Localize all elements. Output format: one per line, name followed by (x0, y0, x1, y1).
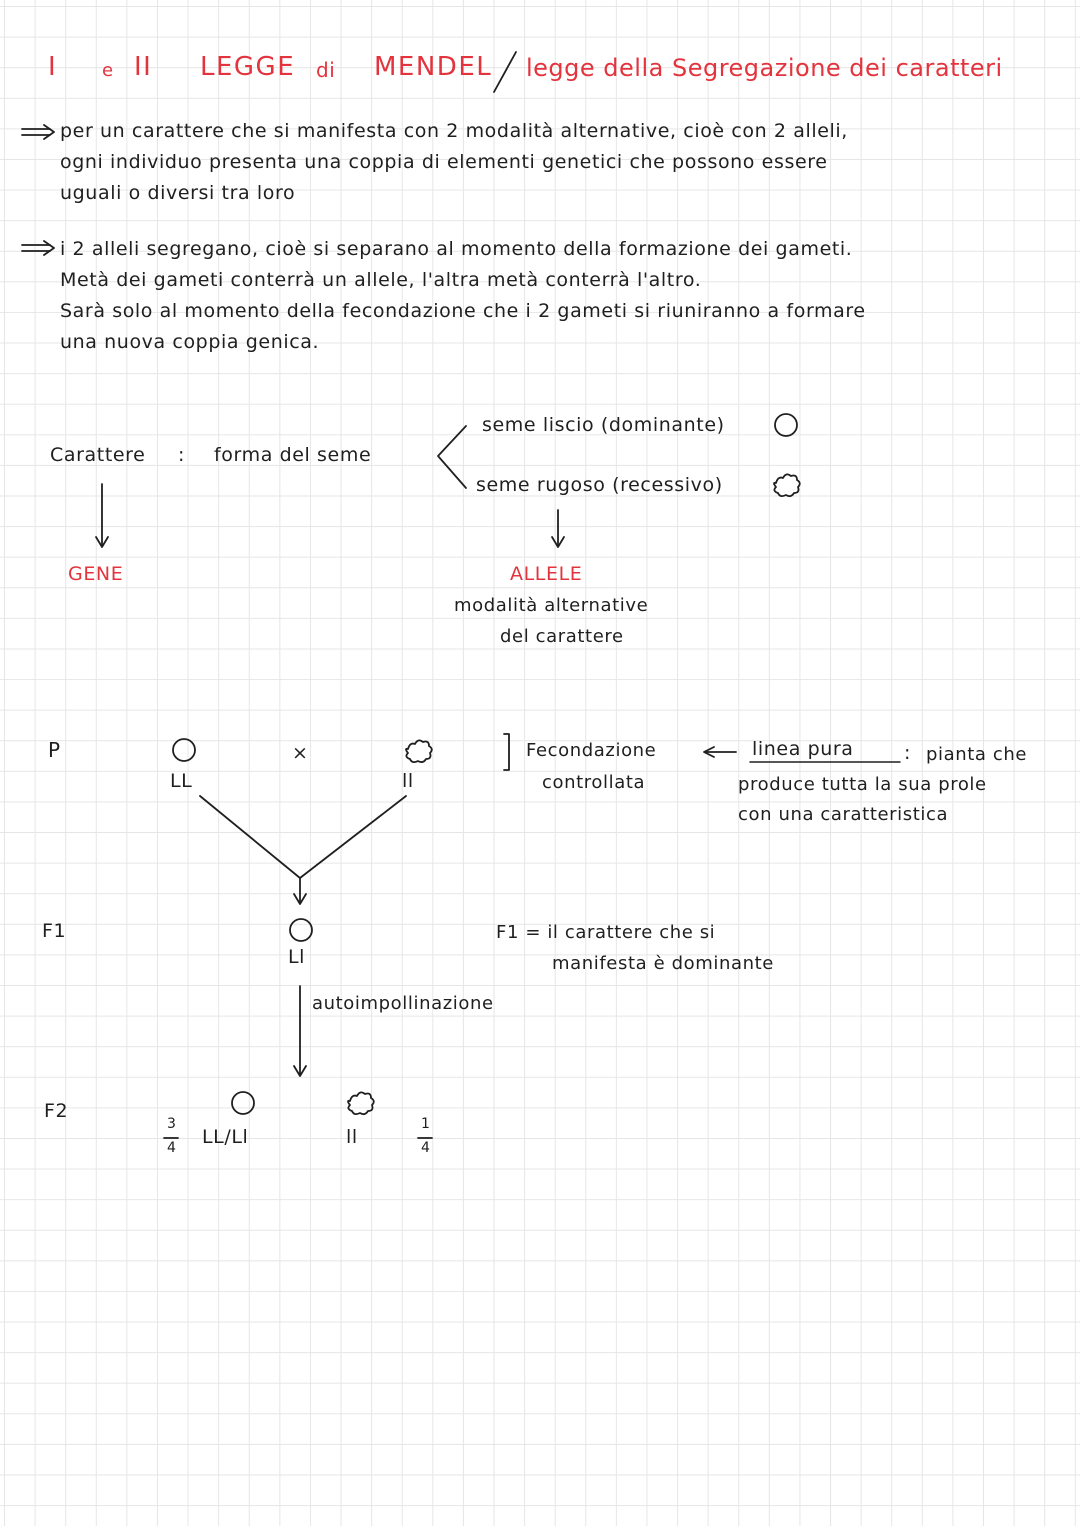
wrinkled-seed-icon (774, 474, 800, 496)
f1-genotype: Ll (288, 946, 306, 968)
linea-pura-desc-line2: produce tutta la sua prole (738, 774, 987, 795)
para2-line2: Metà dei gameti conterrà un allele, l'altra metà conterrà l'altro. (60, 269, 702, 291)
para1-line3: uguali o diversi tra loro (60, 182, 296, 204)
f2-recessive-genotype: ll (346, 1126, 358, 1148)
fecondazione-line1: Fecondazione (526, 740, 657, 761)
down-arrow-icon (294, 878, 306, 904)
para1-line1: per un carattere che si manifesta con 2 modalità alternative, cioè con 2 alleli, (60, 120, 848, 142)
smooth-seed-icon (290, 919, 312, 941)
smooth-seed-icon (173, 739, 195, 761)
fecondazione-bracket (504, 734, 509, 770)
wrinkled-seed-icon (348, 1092, 374, 1114)
allele-label: ALLELE (510, 563, 583, 585)
down-arrow-icon (96, 484, 108, 547)
p-left-genotype: LL (170, 770, 193, 792)
generation-f1-label: F1 (42, 920, 67, 942)
cross-line-left (200, 796, 300, 878)
cross-symbol: × (292, 742, 309, 764)
para2-line3: Sarà solo al momento della fecondazione che i 2 gameti si riuniranno a formare (60, 300, 866, 322)
generation-f2-label: F2 (44, 1100, 69, 1122)
generation-p-label: P (48, 738, 61, 762)
title-slash (494, 52, 516, 92)
para2-line4: una nuova coppia genica. (60, 331, 320, 353)
title-di: di (316, 58, 336, 82)
cross-line-right (300, 796, 406, 878)
self-pollination-label: autoimpollinazione (312, 993, 494, 1014)
title-and: e (102, 60, 114, 81)
allele-smooth: seme liscio (dominante) (482, 414, 725, 436)
linea-pura-term: linea pura (752, 738, 854, 760)
allele-wrinkled: seme rugoso (recessivo) (476, 474, 723, 496)
linea-pura-desc-line3: con una caratteristica (738, 804, 949, 825)
title-subtitle: legge della Segregazione dei caratteri (526, 54, 1003, 82)
allele-desc-line1: modalità alternative (454, 595, 649, 616)
smooth-seed-icon (775, 414, 797, 436)
f1-note-line1: F1 = il carattere che si (496, 922, 716, 943)
character-value: forma del seme (214, 444, 372, 466)
para2-line1: i 2 alleli segregano, cioè si separano al momento della formazione dei gameti. (60, 238, 853, 260)
f2-recessive-fraction-denominator: 4 (421, 1140, 431, 1156)
linea-pura-desc-line1: pianta che (926, 744, 1028, 765)
title-legge: LEGGE (200, 52, 296, 82)
f1-note-line2: manifesta è dominante (552, 953, 774, 974)
wrinkled-seed-icon (406, 740, 432, 762)
linea-pura-colon: : (904, 742, 912, 764)
character-label: Carattere (50, 444, 146, 466)
character-colon: : (178, 444, 186, 466)
gene-label: GENE (68, 563, 124, 585)
para1-line2: ogni individuo presenta una coppia di elementi genetici che possono essere (60, 151, 828, 173)
alleles-bracket (438, 426, 466, 488)
f2-dominant-fraction-denominator: 4 (167, 1140, 177, 1156)
f2-recessive-fraction-numerator: 1 (421, 1116, 431, 1132)
title-mendel: MENDEL (374, 52, 493, 82)
implies-arrow-icon (22, 241, 54, 255)
fecondazione-line2: controllata (542, 772, 646, 793)
left-arrow-icon (704, 747, 736, 757)
implies-arrow-icon (22, 125, 54, 139)
title-roman-two: II (134, 52, 153, 82)
f2-dominant-fraction-numerator: 3 (167, 1116, 177, 1132)
down-arrow-icon (552, 510, 564, 547)
allele-desc-line2: del carattere (500, 626, 624, 647)
down-arrow-icon (294, 986, 306, 1076)
f2-dominant-genotype: LL/Ll (202, 1126, 249, 1148)
p-right-genotype: ll (402, 770, 414, 792)
title-roman-one: I (48, 52, 58, 82)
smooth-seed-icon (232, 1092, 254, 1114)
